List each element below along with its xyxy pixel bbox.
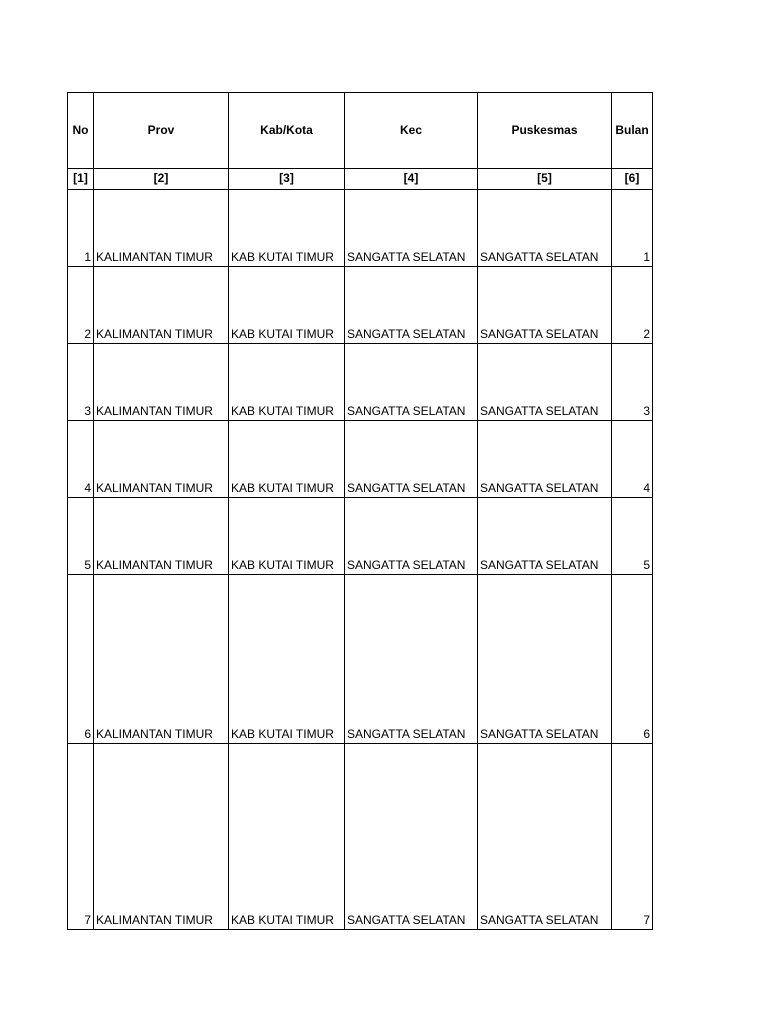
cell-bulan: 7 [612, 744, 653, 930]
header-kec: Kec [345, 93, 478, 169]
header-prov: Prov [94, 93, 229, 169]
cell-kec: SANGATTA SELATAN [345, 575, 478, 744]
cell-kab-kota: KAB KUTAI TIMUR [229, 744, 345, 930]
table-row [68, 344, 653, 421]
data-table [67, 92, 653, 930]
column-index-4: [4] [345, 169, 478, 190]
column-index-1: [1] [68, 169, 94, 190]
header-no: No [68, 93, 94, 169]
table-row [68, 267, 653, 344]
cell-puskesmas: SANGATTA SELATAN [478, 744, 612, 930]
header-kab-kota: Kab/Kota [229, 93, 345, 169]
cell-no: 7 [68, 744, 94, 930]
cell-bulan: 5 [612, 498, 653, 575]
cell-prov: KALIMANTAN TIMUR [94, 498, 229, 575]
header-bulan: Bulan [612, 93, 653, 169]
cell-no: 4 [68, 421, 94, 498]
cell-no: 2 [68, 267, 94, 344]
column-index-6: [6] [612, 169, 653, 190]
cell-kab-kota: KAB KUTAI TIMUR [229, 498, 345, 575]
cell-puskesmas: SANGATTA SELATAN [478, 421, 612, 498]
cell-puskesmas: SANGATTA SELATAN [478, 575, 612, 744]
cell-prov: KALIMANTAN TIMUR [94, 267, 229, 344]
cell-bulan: 2 [612, 267, 653, 344]
cell-kec: SANGATTA SELATAN [345, 190, 478, 267]
cell-kab-kota: KAB KUTAI TIMUR [229, 267, 345, 344]
table-row [68, 575, 653, 744]
cell-no: 1 [68, 190, 94, 267]
cell-prov: KALIMANTAN TIMUR [94, 575, 229, 744]
cell-kec: SANGATTA SELATAN [345, 421, 478, 498]
cell-puskesmas: SANGATTA SELATAN [478, 344, 612, 421]
cell-no: 6 [68, 575, 94, 744]
column-index-5: [5] [478, 169, 612, 190]
header-row [68, 93, 653, 169]
cell-kab-kota: KAB KUTAI TIMUR [229, 575, 345, 744]
cell-prov: KALIMANTAN TIMUR [94, 744, 229, 930]
column-index-3: [3] [229, 169, 345, 190]
cell-kec: SANGATTA SELATAN [345, 344, 478, 421]
column-index-2: [2] [94, 169, 229, 190]
header-puskesmas: Puskesmas [478, 93, 612, 169]
cell-bulan: 6 [612, 575, 653, 744]
cell-prov: KALIMANTAN TIMUR [94, 421, 229, 498]
table-row [68, 190, 653, 267]
cell-kab-kota: KAB KUTAI TIMUR [229, 344, 345, 421]
cell-kab-kota: KAB KUTAI TIMUR [229, 190, 345, 267]
table-row [68, 498, 653, 575]
cell-no: 5 [68, 498, 94, 575]
cell-bulan: 1 [612, 190, 653, 267]
table-row [68, 744, 653, 930]
cell-prov: KALIMANTAN TIMUR [94, 344, 229, 421]
cell-puskesmas: SANGATTA SELATAN [478, 267, 612, 344]
column-index-row [68, 169, 653, 190]
cell-kec: SANGATTA SELATAN [345, 267, 478, 344]
cell-kab-kota: KAB KUTAI TIMUR [229, 421, 345, 498]
cell-prov: KALIMANTAN TIMUR [94, 190, 229, 267]
cell-bulan: 3 [612, 344, 653, 421]
cell-puskesmas: SANGATTA SELATAN [478, 498, 612, 575]
cell-bulan: 4 [612, 421, 653, 498]
cell-kec: SANGATTA SELATAN [345, 744, 478, 930]
cell-no: 3 [68, 344, 94, 421]
cell-kec: SANGATTA SELATAN [345, 498, 478, 575]
table-row [68, 421, 653, 498]
cell-puskesmas: SANGATTA SELATAN [478, 190, 612, 267]
